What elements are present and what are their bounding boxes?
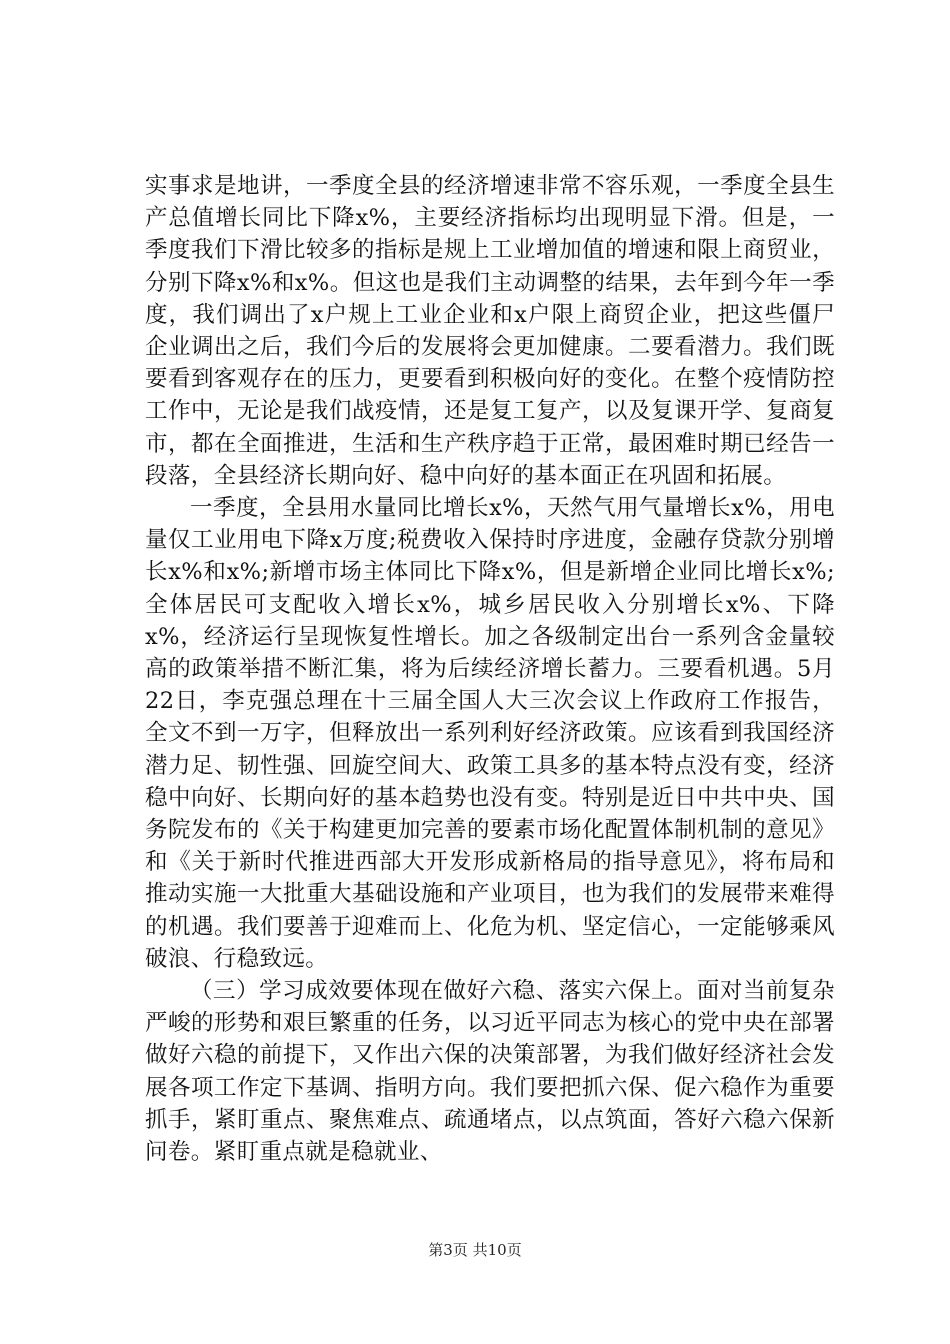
document-body xyxy=(145,170,835,1168)
page-number-footer: 第3页 共10页 xyxy=(428,1241,522,1259)
paragraph-1: 实事求是地讲，一季度全县的经济增速非常不容乐观，一季度全县生产总值增长同比下降x%，主要经济指标均出现明显下滑。但是，一季度我们下滑比较多的指标是规上工业增加值的增速和限上商贸业，分别下降x%和x%。但这也是我们主动调整的结果，去年到今年一季度，我们调出了x户规上工业企业和x户限上商贸企业，把这些僵尸企业调出之后，我们今后的发展将会更加健康。二要看潜力。我们既要看到客观存在的压力，更要看到积极向好的变化。在整个疫情防控工作中，无论是我们战疫情，还是复工复产，以及复课开学、复商复市，都在全面推进，生活和生产秩序趋于正常，最困难时期已经告一段落，全县经济长期向好、稳中向好的基本面正在巩固和拓展。 xyxy=(145,173,835,489)
paragraph-3: （三）学习成效要体现在做好六稳、落实六保上。面对当前复杂严峻的形势和艰巨繁重的任务，以习近平同志为核心的党中央在部署做好六稳的前提下，又作出六保的决策部署，为我们做好经济社会发展各项工作定下基调、指明方向。我们要把抓六保、促六稳作为重要抓手，紧盯重点、聚焦难点、疏通堵点，以点筑面，答好六稳六保新问卷。紧盯重点就是稳就业、 xyxy=(145,978,835,1166)
paragraph-2: 一季度，全县用水量同比增长x%，天然气用气量增长x%，用电量仅工业用电下降x万度;税费收入保持时序进度，金融存贷款分别增长x%和x%;新增市场主体同比下降x%，但是新增企业同比增长x%;全体居民可支配收入增长x%，城乡居民收入分别增长x%、下降x%，经济运行呈现恢复性增长。加之各级制定出台一系列含金量较高的政策举措不断汇集，将为后续经济增长蓄力。三要看机遇。5月22日，李克强总理在十三届全国人大三次会议上作政府工作报告，全文不到一万字，但释放出一系列利好经济政策。应该看到我国经济潜力足、韧性强、回旋空间大、政策工具多的基本特点没有变，经济稳中向好、长期向好的基本趋势也没有变。特别是近日中共中央、国务院发布的《关于构建更加完善的要素市场化配置体制机制的意见》和《关于新时代推进西部大开发形成新格局的指导意见》，将布局和推动实施一大批重大基础设施和产业项目，也为我们的发展带来难得的机遇。我们要善于迎难而上、化危为机、坚定信心，一定能够乘风破浪、行稳致远。 xyxy=(145,495,835,972)
